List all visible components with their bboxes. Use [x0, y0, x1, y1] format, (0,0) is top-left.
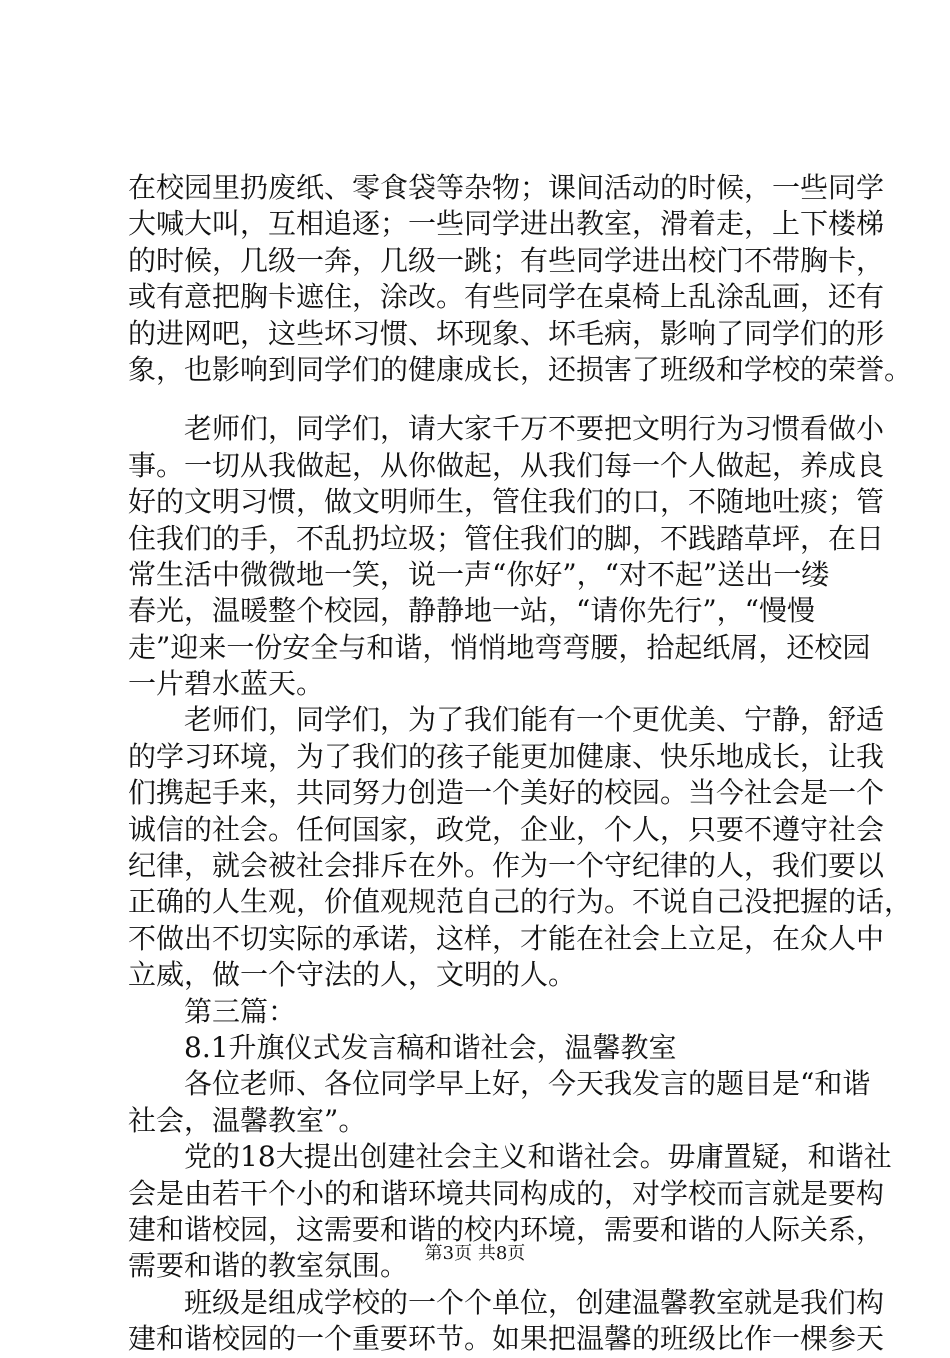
- text-line: 班级是组成学校的一个个单位，创建温馨教室就是我们构: [128, 1285, 885, 1319]
- text-line: 春光，温暖整个校园，静静地一站，“请你先行”，“慢慢: [128, 594, 815, 628]
- text-line: 或有意把胸卡遮住，涂改。有些同学在桌椅上乱涂乱画，还有: [128, 280, 885, 314]
- text-line: 诚信的社会。任何国家，政党，企业，个人，只要不遵守社会: [128, 812, 885, 846]
- text-line: 立威，做一个守法的人，文明的人。: [128, 958, 577, 992]
- text-line: 老师们，同学们，为了我们能有一个更优美、宁静，舒适: [128, 703, 885, 737]
- text-line: 们携起手来，共同努力创造一个美好的校园。当今社会是一个: [128, 776, 885, 810]
- text-line: 的学习环境，为了我们的孩子能更加健康、快乐地成长，让我: [128, 739, 885, 773]
- text-line: 象，也影响到同学们的健康成长，还损害了班级和学校的荣誉。: [128, 352, 913, 386]
- text-line: 纪律，就会被社会排斥在外。作为一个守纪律的人，我们要以: [128, 849, 885, 883]
- text-line: 大喊大叫，互相追逐；一些同学进出教室，滑着走，上下楼梯: [128, 207, 885, 241]
- text-line: 走”迎来一份安全与和谐，悄悄地弯弯腰，拾起纸屑，还校园: [128, 630, 871, 664]
- text-line: 住我们的手，不乱扔垃圾；管住我们的脚，不践踏草坪，在日: [128, 521, 885, 555]
- text-line: 建和谐校园，这需要和谐的校内环境，需要和谐的人际关系，: [128, 1212, 885, 1246]
- text-line: 建和谐校园的一个重要环节。如果把温馨的班级比作一棵参天: [128, 1322, 885, 1356]
- text-line: 的进网吧，这些坏习惯、坏现象、坏毛病，影响了同学们的形: [128, 316, 885, 350]
- text-line: 在校园里扔废纸、零食袋等杂物；课间活动的时候，一些同学: [128, 171, 885, 204]
- page-footer: 第3页 共8页: [424, 1243, 526, 1264]
- text-line: 好的文明习惯，做文明师生，管住我们的口，不随地吐痰；管: [128, 485, 885, 519]
- paragraph-gap: [128, 388, 868, 411]
- text-line: 不做出不切实际的承诺，这样，才能在社会上立足，在众人中: [128, 921, 885, 955]
- text-line: 8.1升旗仪式发言稿和谐社会，温馨教室: [128, 1030, 677, 1064]
- text-line: 会是由若干个小的和谐环境共同构成的，对学校而言就是要构: [128, 1176, 885, 1210]
- text-line: 第三篇：: [128, 994, 297, 1028]
- text-line: 各位老师、各位同学早上好，今天我发言的题目是“和谐: [128, 1067, 871, 1101]
- text-line: 一片碧水蓝天。: [128, 667, 325, 701]
- text-line: 常生活中微微地一笑，说一声“你好”，“对不起”送出一缕: [128, 557, 830, 591]
- document-body: [128, 170, 913, 1358]
- text-line: 需要和谐的教室氛围。: [128, 1249, 409, 1283]
- text-line: 正确的人生观，价值观规范自己的行为。不说自己没把握的话，: [128, 885, 913, 919]
- text-line: 事。一切从我做起，从你做起，从我们每一个人做起，养成良: [128, 448, 885, 482]
- text-line: 社会，温馨教室”。: [128, 1103, 367, 1137]
- text-line: 老师们，同学们，请大家千万不要把文明行为习惯看做小: [128, 412, 885, 446]
- text-line: 的时候，几级一奔，几级一跳；有些同学进出校门不带胸卡，: [128, 243, 885, 277]
- text-line: 党的18大提出创建社会主义和谐社会。毋庸置疑，和谐社: [128, 1140, 892, 1174]
